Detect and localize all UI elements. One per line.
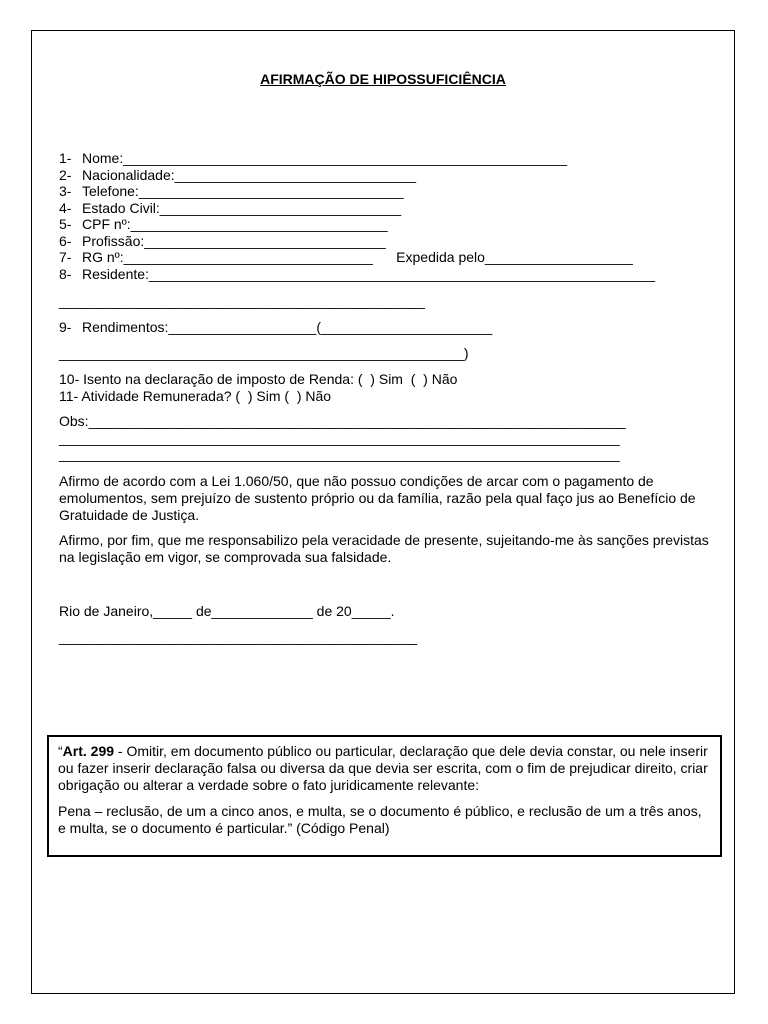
legal-notice-box: [47, 735, 722, 857]
field-text: Profissão:_______________________________: [82, 233, 386, 249]
obs-line: ________________________________________________________________________: [59, 446, 620, 462]
rendimentos-continuation-line: ____________________________________________________): [59, 345, 469, 361]
field-number: 7-: [59, 249, 72, 265]
field-residente: [59, 266, 655, 282]
field-rg: [59, 249, 633, 265]
article-body: - Omitir, em documento público ou particular, declaração que dele devia constar, ou nele inserir ou fazer inserir declaração falsa ou diversa da que devia ser escrita, com o fim de prejudicar direito, criar obrigação ou alterar a verdade sobre o fato juridicamente relevante:: [58, 743, 708, 793]
affirmation-paragraph: Afirmo de acordo com a Lei 1.060/50, que não possuo condições de arcar com o pagamento de emolumentos, sem prejuízo de sustento próprio ou da família, razão pela qual faço jus ao Benefício de Gratuidade de Justiça.: [59, 473, 696, 523]
field-text: RG nº:________________________________ Expedida pelo___________________: [82, 249, 633, 265]
field-text: Residente:_________________________________________________________________: [82, 266, 656, 282]
signature-line: ______________________________________________: [59, 629, 418, 645]
field-number: 9-: [59, 319, 72, 335]
field-text: Estado Civil:_______________________________: [82, 200, 402, 216]
field-text: Rendimentos:___________________(______________________: [82, 319, 493, 335]
field-text: CPF nº:_________________________________: [82, 216, 388, 232]
field-number: 4-: [59, 200, 72, 216]
penalty-text: Pena – reclusão, de um a cinco anos, e multa, se o documento é público, e reclusão de um a três anos, e multa, se o documento é particular.” (Código Penal): [58, 803, 702, 836]
field-text: Telefone:__________________________________: [82, 183, 404, 199]
field-number: 5-: [59, 216, 72, 232]
field-estado-civil: [59, 200, 401, 216]
date-line: Rio de Janeiro,_____ de_____________ de 20_____.: [59, 603, 395, 619]
residente-continuation-line: _______________________________________________: [59, 293, 425, 309]
field-number: 3-: [59, 183, 72, 199]
article-299-text: [58, 743, 712, 794]
field-number: 6-: [59, 233, 72, 249]
field-number: 8-: [59, 266, 72, 282]
obs-line: Obs:_____________________________________________________________________: [59, 413, 626, 429]
field-cpf: [59, 216, 388, 232]
field-number: 2-: [59, 167, 72, 183]
field-nome: [59, 150, 567, 166]
field-number: 1-: [59, 150, 72, 166]
field-text: Nacionalidade:_______________________________: [82, 167, 416, 183]
field-telefone: [59, 183, 404, 199]
field-rendimentos: [59, 319, 492, 335]
field-nacionalidade: [59, 167, 416, 183]
field-text: Nome:_________________________________________________________: [82, 150, 568, 166]
item-isento-imposto: 10- Isento na declaração de imposto de Renda: ( ) Sim ( ) Não: [59, 371, 458, 387]
obs-line: ________________________________________________________________________: [59, 430, 620, 446]
article-label: Art. 299: [62, 743, 115, 759]
open-quote: “: [58, 743, 63, 759]
document-page: [31, 30, 735, 994]
responsibility-paragraph: Afirmo, por fim, que me responsabilizo pela veracidade de presente, sujeitando-me às sanções previstas na legislação em vigor, se comprovada sua falsidade.: [59, 532, 709, 565]
document-title: AFIRMAÇÃO DE HIPOSSUFICIÊNCIA: [260, 71, 506, 87]
field-profissao: [59, 233, 386, 249]
item-atividade-remunerada: 11- Atividade Remunerada? ( ) Sim ( ) Não: [59, 388, 332, 404]
